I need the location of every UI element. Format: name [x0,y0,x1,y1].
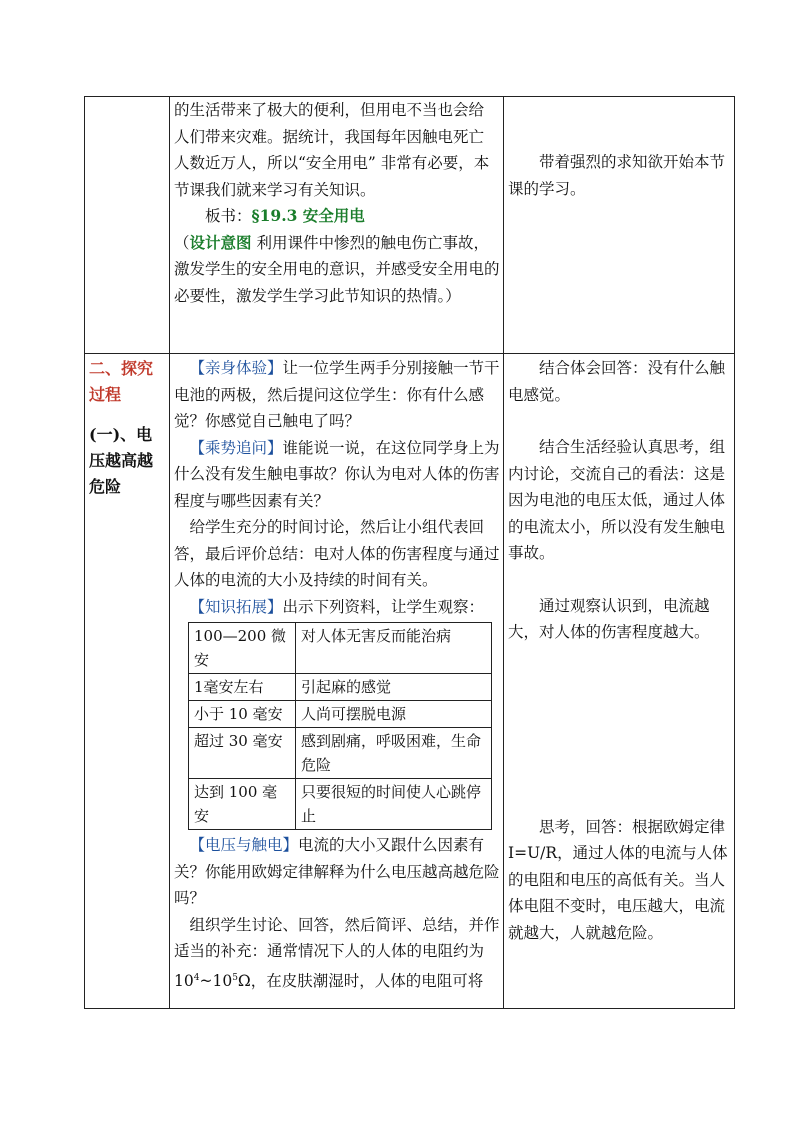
design-text: 利用课件中惨烈的触电伤亡事故，激发学生的安全用电的意识，并感受安全用电的必要性，激发学生学习此节知识的热情。） [174,233,500,305]
experience-paragraph [174,355,500,435]
effect-cell: 只要很短的时间使人心跳停止 [296,779,492,830]
effect-cell: 对人体无害反而能治病 [296,623,492,674]
exponent-4: 4 [193,972,200,983]
intro-line-4: 节课我们就来学习有关知识。 [174,180,376,199]
design-intent [174,230,500,310]
intro-line-1: 的生活带来了极大的便利，但用电不当也会给 [174,101,485,119]
range-dash: ~10 [199,971,233,990]
student-response-2: 结合生活经验认真思考，组内讨论，交流自己的看法：这是因为电池的电压太低，通过人体的电流太小，所以没有发生触电事故。 [508,438,726,562]
current-effect-table [188,622,492,830]
effect-cell: 引起麻的感觉 [296,674,492,701]
intro-line-3: 人数近万人，所以“安全用电” 非常有必要，本 [174,154,490,172]
experience-label: 【亲身体验】 [189,359,283,377]
extension-label: 【知识拓展】 [189,597,283,616]
student-response-1: 带着强烈的求知欲开始本节课的学习。 [508,153,726,198]
intro-line-2: 人们带来灾难。据统计，我国每年因触电死亡 [174,127,485,146]
organize-paragraph [174,912,500,995]
discussion-paragraph: 给学生充分的时间讨论，然后让小组代表回答，最后评价总结：电对人体的伤害程度与通过人体的电流的大小及持续的时间有关。 [174,518,500,589]
extension-paragraph [174,594,500,621]
extension-text: 出示下列资料，让学生观察： [282,597,485,616]
current-cell: 100—200 微安 [189,623,296,674]
design-label: 设计意图 [189,232,252,252]
current-cell: 小于 10 毫安 [189,701,296,728]
table-row [189,701,492,728]
followup-text: 谁能说一说，在这位同学身上为什么没有发生触电事故？你认为电对人体的伤害程度与哪些因素有关？ [174,438,500,510]
voltage-paragraph [174,832,500,912]
organize-text-a: 组织学生讨论、回答，然后简评、总结，并作适当的补充：通常情况下人的人体的电阻约为 10 [174,915,500,990]
organize-text-b: Ω，在皮肤潮湿时，人体的电阻可将 [237,971,484,990]
student-activity-cell [504,354,735,1009]
effect-cell: 人尚可摆脱电源 [296,701,492,728]
board-label: 板书： [205,207,252,225]
student-response-3: 通过观察认识到，电流越大，对人体的伤害程度越大。 [508,596,710,641]
table-row [189,728,492,779]
student-response-1: 结合体会回答：没有什么触电感觉。 [508,359,726,404]
lesson-plan-table [84,96,735,1009]
stage-cell-empty [85,97,170,354]
sub-title: (一)、电压越高越危险 [89,425,154,496]
table-row [189,779,492,830]
student-response-4: 思考，回答：根据欧姆定律I=U/R，通过人体的电流与人体的电阻和电压的高低有关。当人体电阻不变时，电压越大，电流就越大，人就越危险。 [508,817,728,942]
current-cell: 达到 100 毫安 [189,779,296,830]
table-row [85,354,735,1009]
stage-cell [85,354,170,1009]
current-cell: 1毫安左右 [189,674,296,701]
exponent-5: 5 [232,972,238,983]
table-row [189,623,492,674]
section-title: 二、探究过程 [89,359,154,404]
followup-paragraph [174,435,500,515]
design-open: （ [174,233,190,252]
effect-cell: 感到剧痛，呼吸困难，生命危险 [296,728,492,779]
teacher-activity-cell [170,97,504,354]
table-row [189,674,492,701]
experience-text: 让一位学生两手分别接触一节干电池的两极，然后提问这位学生：你有什么感觉？你感觉自己触电了吗？ [174,359,500,430]
followup-label: 【乘势追问】 [189,438,283,457]
board-line [174,203,500,230]
table-row [85,97,735,354]
student-activity-cell [504,97,735,354]
board-title: §19.3 安全用电 [251,206,365,225]
voltage-label: 【电压与触电】 [189,836,299,854]
voltage-text: 电流的大小又跟什么因素有关？你能用欧姆定律解释为什么电压越高越危险吗？ [174,836,500,907]
teacher-activity-cell [170,354,504,1009]
current-cell: 超过 30 毫安 [189,728,296,779]
